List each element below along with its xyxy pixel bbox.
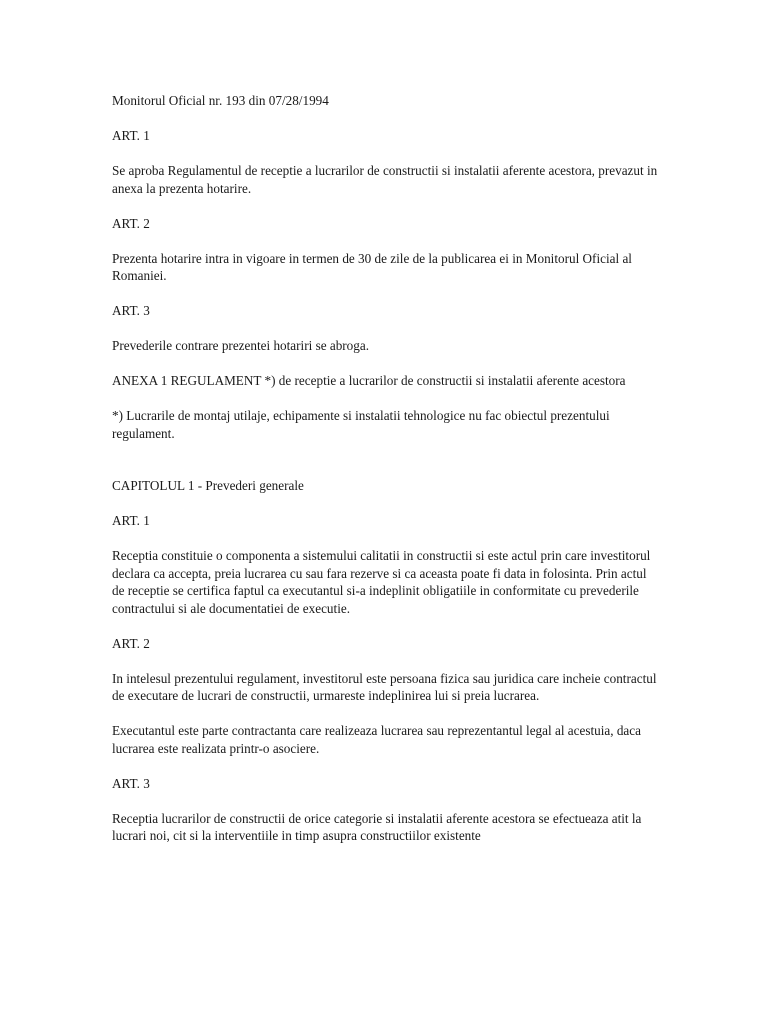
article-heading: ART. 1 [112,513,150,528]
article-heading: ART. 3 [112,303,150,318]
article-heading: ART. 2 [112,215,150,231]
paragraph: Receptia lucrarilor de constructii de orice categorie si instalatii aferente acestora se efectueaza atit la lucrari noi, cit si la interventiile in timp asupra constructiilor existente [112,810,642,843]
paragraph: Prevederile contrare prezentei hotariri se abroga. [112,338,370,353]
annex-heading: ANEXA 1 REGULAMENT *) de receptie a lucrarilor de constructii si instalatii aferente acestora [112,373,626,388]
article-heading: ART. 3 [112,775,150,791]
document-page [112,92,660,862]
paragraph: In intelesul prezentului regulament, investitorul este persoana fizica sau juridica care incheie contractul de executare de lucrari de constructii, urmareste indeplinirea lui si preia lucrarea. [112,670,657,703]
paragraph: Executantul este parte contractanta care realizeaza lucrarea sau reprezentantul legal al acestuia, daca lucrarea este realizata printr-o asociere. [112,723,641,756]
article-heading: ART. 1 [112,128,150,143]
footnote: *) Lucrarile de montaj utilaje, echipamente si instalatii tehnologice nu fac obiectul prezentului regulament. [112,408,610,441]
document-header: Monitorul Oficial nr. 193 din 07/28/1994 [112,93,329,108]
article-heading: ART. 2 [112,635,150,651]
paragraph: Prezenta hotarire intra in vigoare in termen de 30 de zile de la publicarea ei in Monitorul Oficial al Romaniei. [112,250,632,283]
paragraph: Se aproba Regulamentul de receptie a lucrarilor de constructii si instalatii aferente acestora, prevazut in anexa la prezenta hotarire. [112,163,658,196]
chapter-heading: CAPITOLUL 1 - Prevederi generale [112,478,304,493]
paragraph: Receptia constituie o componenta a sistemului calitatii in constructii si este actul prin care investitorul declara ca accepta, preia lucrarea cu sau fara rezerve si ca aceasta poate fi data in folosinta. Prin actul de receptie se certifica faptul ca executantul si-a indeplinit obligatiile in conformitate cu prevederile contractului si ale documentatiei de executie. [112,548,651,616]
